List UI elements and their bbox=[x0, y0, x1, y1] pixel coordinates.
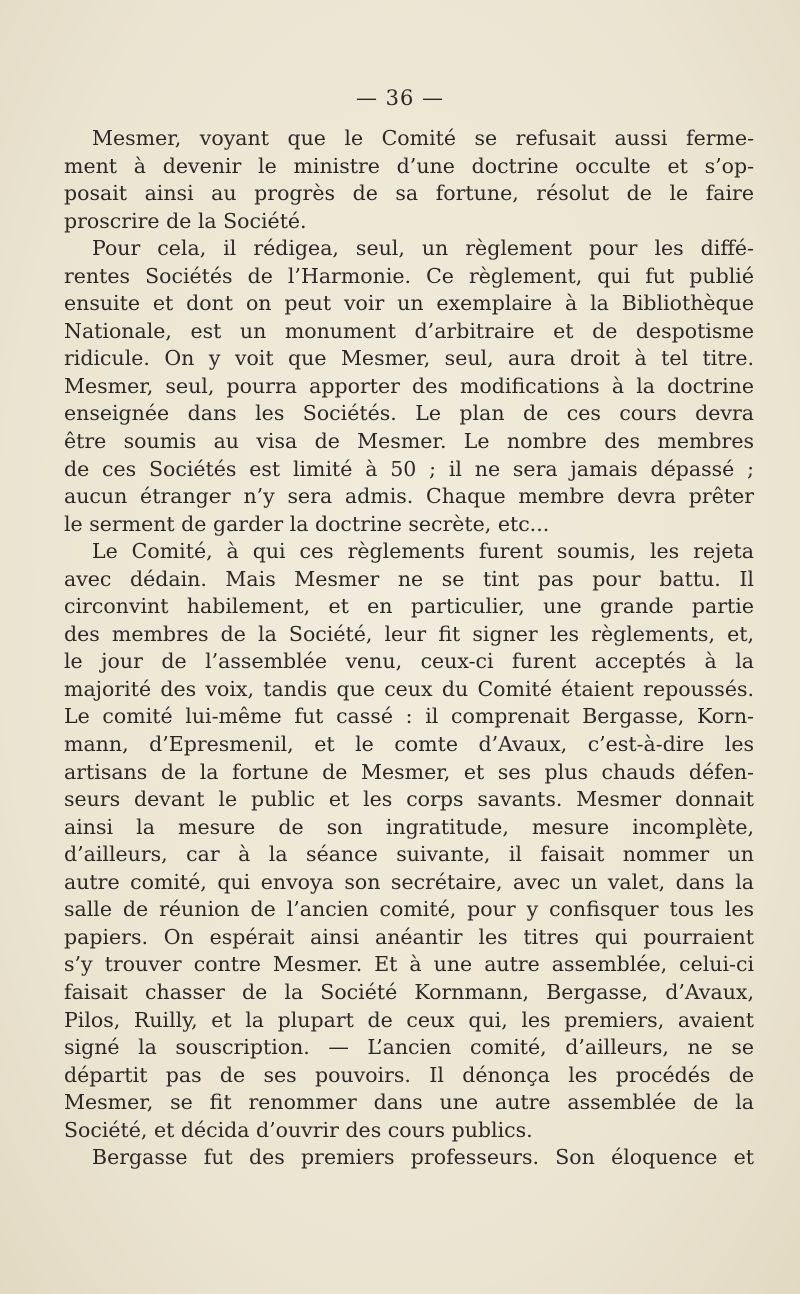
text-line: circonvint habilement, et en particulier, une grande partie bbox=[64, 594, 754, 619]
text-line: de ces Sociétés est limité à 50 ; il ne sera jamais dépassé ; bbox=[64, 456, 754, 481]
text-line: avec dédain. Mais Mesmer ne se tint pas pour battu. Il bbox=[64, 566, 754, 591]
text-line: posait ainsi au progrès de sa fortune, résolut de le faire bbox=[64, 181, 754, 206]
text-line: artisans de la fortune de Mesmer, et ses plus chauds défen- bbox=[64, 759, 754, 784]
text-line: ensuite et dont on peut voir un exemplaire à la Bibliothèque bbox=[64, 291, 754, 316]
body-text bbox=[64, 125, 754, 1172]
text-line: s’y trouver contre Mesmer. Et à une autre assemblée, celui-ci bbox=[64, 952, 754, 977]
text-line: Pour cela, il rédigea, seul, un règlement pour les diffé- bbox=[92, 236, 754, 261]
text-line: Mesmer, seul, pourra apporter des modifications à la doctrine bbox=[64, 373, 754, 398]
text-line: salle de réunion de l’ancien comité, pour y confisquer tous les bbox=[64, 897, 754, 922]
text-line: rentes Sociétés de l’Harmonie. Ce règlement, qui fut publié bbox=[64, 263, 754, 288]
text-line: le jour de l’assemblée venu, ceux-ci furent acceptés à la bbox=[64, 649, 754, 674]
text-line: papiers. On espérait ainsi anéantir les titres qui pourraient bbox=[64, 924, 754, 949]
text-line: faisait chasser de la Société Kornmann, Bergasse, d’Avaux, bbox=[64, 979, 754, 1004]
text-line: Société, et décida d’ouvrir des cours publics. bbox=[64, 1117, 533, 1142]
text-line: Le Comité, à qui ces règlements furent soumis, les rejeta bbox=[92, 539, 754, 564]
text-line: Nationale, est un monument d’arbitraire et de despotisme bbox=[64, 318, 754, 343]
text-line: des membres de la Société, leur fit signer les règlements, et, bbox=[64, 621, 754, 646]
text-line: le serment de garder la doctrine secrète, etc... bbox=[64, 511, 550, 536]
text-line: majorité des voix, tandis que ceux du Comité étaient repoussés. bbox=[64, 676, 754, 701]
text-line: ainsi la mesure de son ingratitude, mesure incomplète, bbox=[64, 814, 754, 839]
text-line: ridicule. On y voit que Mesmer, seul, aura droit à tel titre. bbox=[64, 346, 754, 371]
text-line: aucun étranger n’y sera admis. Chaque membre devra prêter bbox=[64, 484, 754, 509]
text-line: autre comité, qui envoya son secrétaire, avec un valet, dans la bbox=[64, 869, 754, 894]
text-line: signé la souscription. — L’ancien comité, d’ailleurs, ne se bbox=[64, 1035, 754, 1060]
text-line: départit pas de ses pouvoirs. Il dénonça les procédés de bbox=[64, 1062, 754, 1087]
text-line: mann, d’Epresmenil, et le comte d’Avaux, c’est-à-dire les bbox=[64, 732, 754, 757]
text-line: Mesmer, se fit renommer dans une autre assemblée de la bbox=[64, 1090, 754, 1115]
text-line: d’ailleurs, car à la séance suivante, il faisait nommer un bbox=[64, 842, 754, 867]
text-line: proscrire de la Société. bbox=[64, 208, 307, 233]
text-line: enseignée dans les Sociétés. Le plan de ces cours devra bbox=[64, 401, 754, 426]
text-line: ment à devenir le ministre d’une doctrine occulte et s’op- bbox=[64, 153, 754, 178]
text-line: Mesmer, voyant que le Comité se refusait aussi ferme- bbox=[92, 126, 754, 150]
text-line: seurs devant le public et les corps savants. Mesmer donnait bbox=[64, 787, 754, 812]
text-line: Le comité lui-même fut cassé : il comprenait Bergasse, Korn- bbox=[64, 704, 754, 729]
text-line: être soumis au visa de Mesmer. Le nombre des membres bbox=[64, 429, 754, 454]
page-number: — 36 — bbox=[355, 86, 445, 110]
text-line: Pilos, Ruilly, et la plupart de ceux qui, les premiers, avaient bbox=[64, 1007, 754, 1032]
text-line: Bergasse fut des premiers professeurs. Son éloquence et bbox=[92, 1145, 754, 1170]
